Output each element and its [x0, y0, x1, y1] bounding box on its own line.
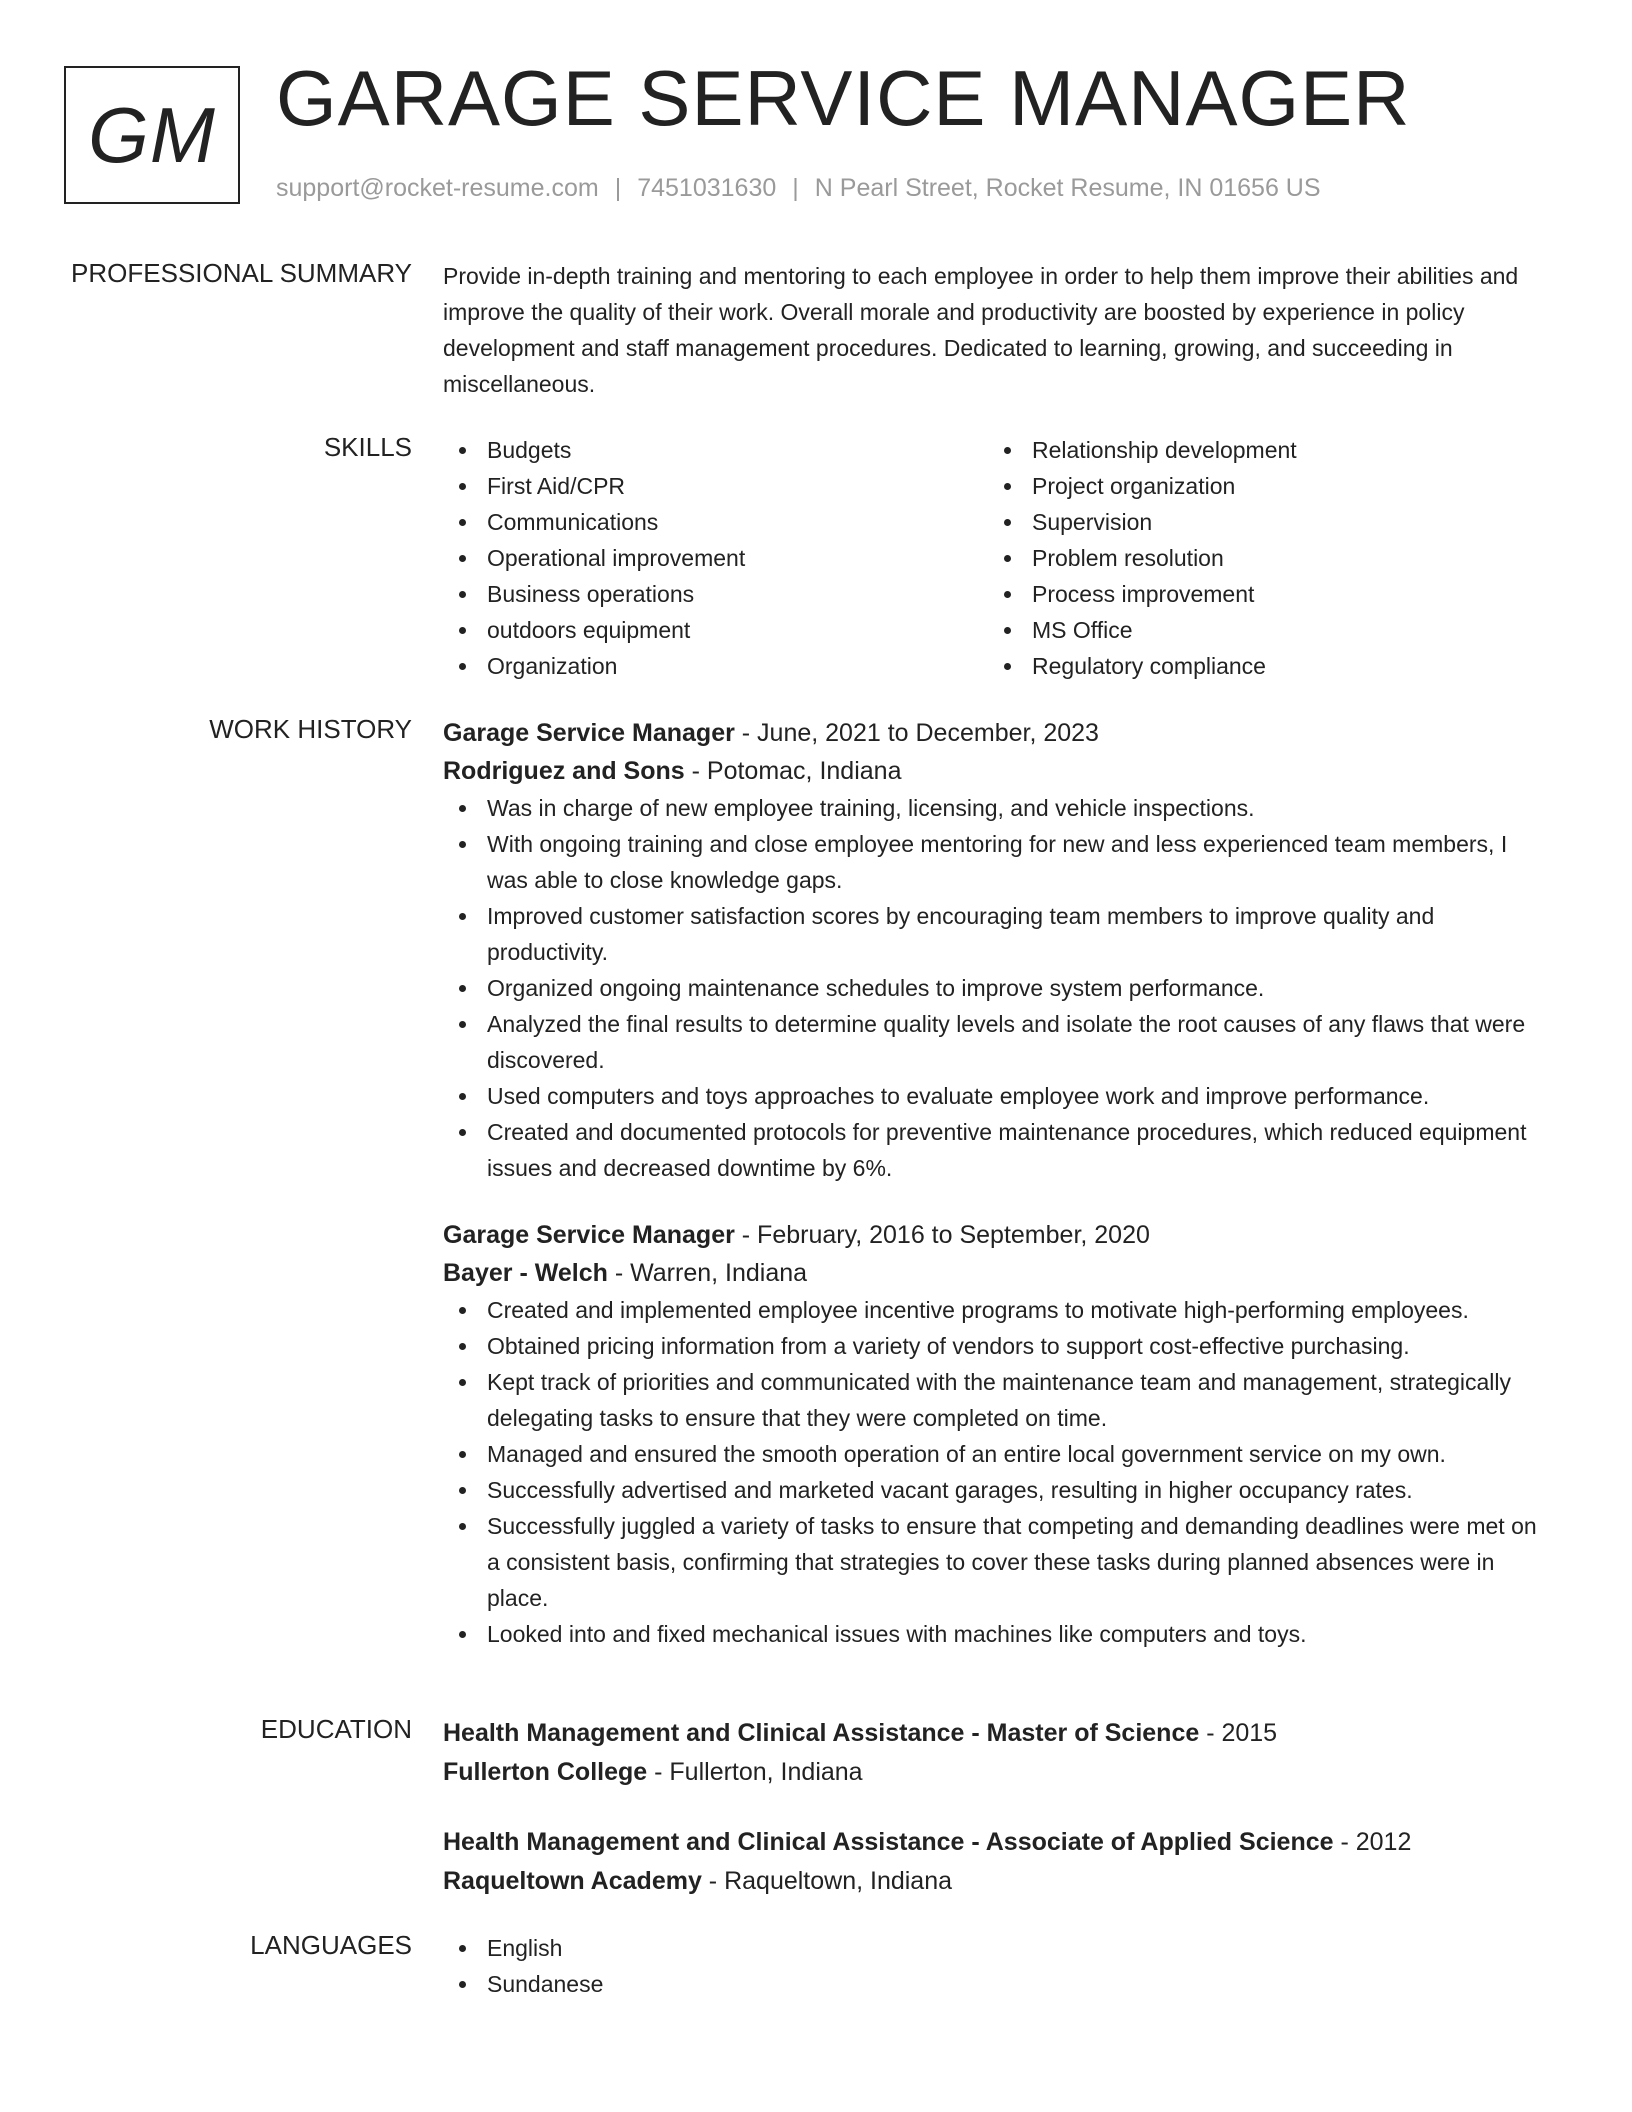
job-bullet: Successfully juggled a variety of tasks to ensure that competing and demanding deadlines were met on a consistent basis, confirming that strategies to cover these tasks during planned absences were in place. — [443, 1508, 1553, 1616]
resume-name: GARAGE SERVICE MANAGER — [276, 54, 1411, 142]
skill-item: Organization — [443, 648, 988, 684]
summary-text: Provide in-depth training and mentoring to each employee in order to help them improve their abilities and improve the quality of their work. Overall morale and productivity are boosted by experience in policy development and staff management procedures. Dedicated to learning, growing, and succeeding in miscellaneous. — [443, 263, 1519, 397]
job-title: Garage Service Manager — [443, 719, 735, 747]
education-degree: Health Management and Clinical Assistance - Associate of Applied Science — [443, 1828, 1334, 1856]
skill-item: First Aid/CPR — [443, 468, 988, 504]
languages-list — [443, 1930, 1553, 2002]
job-bullet: Analyzed the final results to determine quality levels and isolate the root causes of any flaws that were discovered. — [443, 1006, 1553, 1078]
education-degree-line — [443, 1714, 1553, 1753]
job-bullet: Managed and ensured the smooth operation of an entire local government service on my own. — [443, 1436, 1553, 1472]
section-label-languages: LANGUAGES — [250, 1930, 412, 1960]
job-bullets — [443, 790, 1553, 1186]
job-bullet: Created and documented protocols for preventive maintenance procedures, which reduced equipment issues and decreased downtime by 6%. — [443, 1114, 1553, 1186]
skill-item: Process improvement — [988, 576, 1533, 612]
job-company-line — [443, 1254, 1553, 1292]
job-bullet: With ongoing training and close employee mentoring for new and less experienced team members, I was able to close knowledge gaps. — [443, 826, 1553, 898]
job-bullet: Looked into and fixed mechanical issues with machines like computers and toys. — [443, 1616, 1553, 1652]
section-label-education: EDUCATION — [260, 1714, 412, 1744]
job-bullet: Used computers and toys approaches to evaluate employee work and improve performance. — [443, 1078, 1553, 1114]
education-degree-line — [443, 1823, 1553, 1862]
job-bullet: Improved customer satisfaction scores by encouraging team members to improve quality and productivity. — [443, 898, 1553, 970]
job-dates: - February, 2016 to September, 2020 — [734, 1221, 1150, 1249]
job-title: Garage Service Manager — [443, 1221, 735, 1249]
job-bullet: Created and implemented employee incentive programs to motivate high-performing employees. — [443, 1292, 1553, 1328]
skill-item: Regulatory compliance — [988, 648, 1533, 684]
education-location: - Fullerton, Indiana — [647, 1758, 863, 1786]
job-entry — [443, 714, 1553, 1186]
job-title-line — [443, 1216, 1553, 1254]
job-bullet: Successfully advertised and marketed vacant garages, resulting in higher occupancy rates. — [443, 1472, 1553, 1508]
skills-list-right — [988, 432, 1533, 684]
contact-separator: | — [792, 174, 799, 202]
skill-item: Supervision — [988, 504, 1533, 540]
job-company: Bayer - Welch — [443, 1259, 608, 1287]
skill-item: MS Office — [988, 612, 1533, 648]
contact-address: N Pearl Street, Rocket Resume, IN 01656 US — [814, 174, 1321, 202]
job-location: - Potomac, Indiana — [684, 757, 902, 785]
monogram-initials: GM — [88, 90, 216, 179]
job-location: - Warren, Indiana — [607, 1259, 808, 1287]
language-item: Sundanese — [443, 1966, 1553, 2002]
job-bullet: Obtained pricing information from a variety of vendors to support cost-effective purchasing. — [443, 1328, 1553, 1364]
education-degree: Health Management and Clinical Assistance - Master of Science — [443, 1719, 1200, 1747]
skill-item: Operational improvement — [443, 540, 988, 576]
education-school-line — [443, 1753, 1553, 1792]
contact-phone[interactable]: 7451031630 — [637, 174, 777, 202]
skill-item: outdoors equipment — [443, 612, 988, 648]
job-bullets — [443, 1292, 1553, 1652]
education-entry — [443, 1714, 1553, 1792]
job-bullet: Kept track of priorities and communicated with the maintenance team and management, strategically delegating tasks to ensure that they were completed on time. — [443, 1364, 1553, 1436]
education-entry — [443, 1823, 1553, 1901]
job-title-line — [443, 714, 1553, 752]
skill-item: Problem resolution — [988, 540, 1533, 576]
contact-line — [276, 174, 1321, 203]
section-label-skills: SKILLS — [323, 432, 412, 462]
contact-separator: | — [614, 174, 622, 202]
education-school: Fullerton College — [443, 1758, 648, 1786]
job-entry — [443, 1216, 1553, 1652]
section-label-summary: PROFESSIONAL SUMMARY — [71, 258, 412, 288]
language-item: English — [443, 1930, 1553, 1966]
job-company-line — [443, 752, 1553, 790]
education-location: - Raqueltown, Indiana — [701, 1867, 953, 1895]
section-label-work-history: WORK HISTORY — [209, 714, 412, 744]
job-bullet: Organized ongoing maintenance schedules to improve system performance. — [443, 970, 1553, 1006]
education-year: - 2012 — [1333, 1828, 1412, 1856]
contact-email[interactable]: support@rocket-resume.com — [276, 174, 599, 202]
monogram-box — [64, 66, 240, 204]
education-school: Raqueltown Academy — [443, 1867, 702, 1895]
skill-item: Communications — [443, 504, 988, 540]
skill-item: Budgets — [443, 432, 988, 468]
education-school-line — [443, 1862, 1553, 1901]
job-dates: - June, 2021 to December, 2023 — [734, 719, 1099, 747]
job-bullet: Was in charge of new employee training, licensing, and vehicle inspections. — [443, 790, 1553, 826]
job-company: Rodriguez and Sons — [443, 757, 685, 785]
skills-list-left — [443, 432, 988, 684]
skill-item: Business operations — [443, 576, 988, 612]
skill-item: Project organization — [988, 468, 1533, 504]
skill-item: Relationship development — [988, 432, 1533, 468]
education-year: - 2015 — [1199, 1719, 1278, 1747]
